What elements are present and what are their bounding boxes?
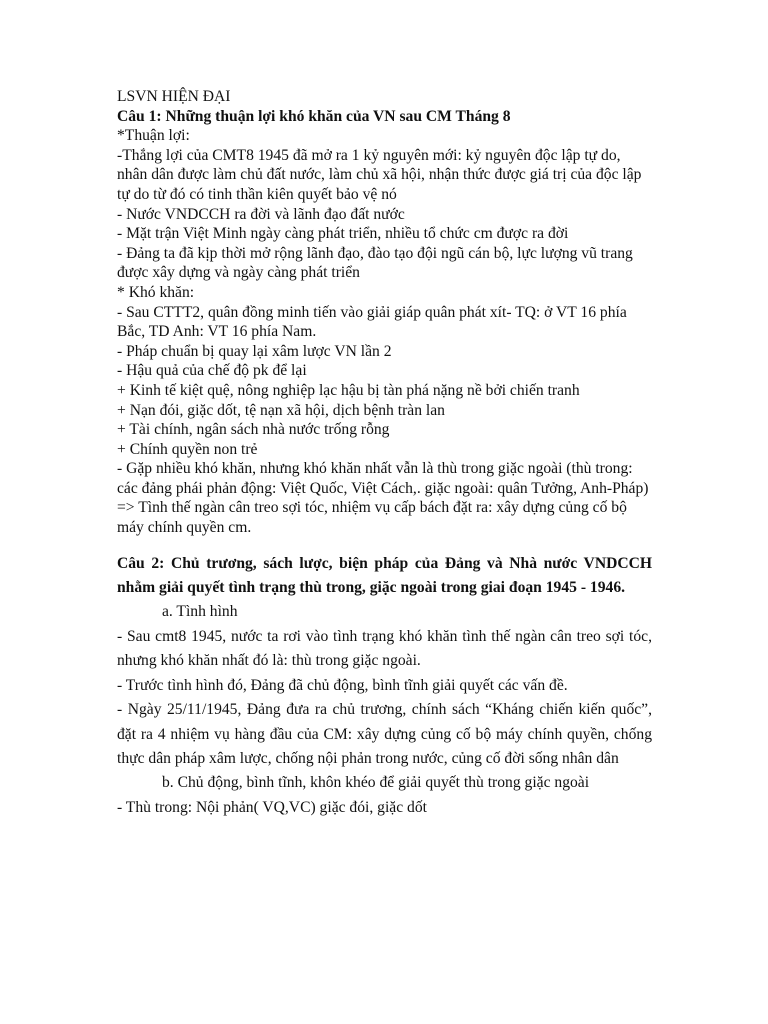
question-1-title: Câu 1: Những thuận lợi khó khăn của VN sau CM Tháng 8 — [117, 107, 511, 125]
part-a-item: - Trước tình hình đó, Đảng đã chủ động, bình tĩnh giải quyết các vấn đề. — [117, 676, 568, 694]
advantage-item: -Thắng lợi của CMT8 1945 đã mở ra 1 kỷ nguyên mới: kỷ nguyên độc lập tự do, nhân dân được làm chủ đất nước, làm chủ xã hội, nhận thức được giá trị của độc lập tự do từ đó có tinh thần kiên quyết bảo vệ nó — [117, 146, 642, 203]
part-a-item: - Ngày 25/11/1945, Đảng đưa ra chủ trương, chính sách “Kháng chiến kiến quốc”, đặt ra 4 nhiệm vụ hàng đầu của CM: xây dựng củng cố bộ máy chính quyền, chống thực dân pháp xâm lược, chống nội phản trong nước, củng cố đời sống nhân dân — [117, 701, 652, 767]
document-heading: LSVN HIỆN ĐẠI — [117, 88, 231, 105]
advantage-item: - Mặt trận Việt Minh ngày càng phát triển, nhiều tổ chức cm được ra đời — [117, 225, 569, 243]
difficulty-item: - Hậu quả của chế độ pk để lại — [117, 362, 307, 380]
part-a-item: - Sau cmt8 1945, nước ta rơi vào tình trạng khó khăn tình thế ngàn cân treo sợi tóc, nhưng khó khăn nhất đó là: thù trong giặc ngoài. — [117, 627, 652, 670]
difficulty-item: - Pháp chuẩn bị quay lại xâm lược VN lần 2 — [117, 342, 392, 360]
advantage-item: - Đảng ta đã kịp thời mở rộng lãnh đạo, đào tạo đội ngũ cán bộ, lực lượng vũ trang được xây dựng và ngày càng phát triển — [117, 244, 633, 282]
document-page — [117, 87, 652, 820]
part-b-item: - Thù trong: Nội phản( VQ,VC) giặc đói, giặc dốt — [117, 798, 427, 816]
advantage-item: - Nước VNDCCH ra đời và lãnh đạo đất nước — [117, 205, 405, 223]
difficulty-item: - Sau CTTT2, quân đồng minh tiến vào giải giáp quân phát xít- TQ: ở VT 16 phía Bắc, TD Anh: VT 16 phía Nam. — [117, 303, 627, 341]
conclusion-item: => Tình thế ngàn cân treo sợi tóc, nhiệm vụ cấp bách đặt ra: xây dựng củng cố bộ máy chính quyền cm. — [117, 499, 627, 537]
question-2-title: Câu 2: Chủ trương, sách lược, biện pháp của Đảng và Nhà nước VNDCCH nhằm giải quyết tình trạng thù trong, giặc ngoài trong giai đoạn 1945 - 1946. — [117, 554, 652, 597]
part-b-label: Chủ động, bình tĩnh, khôn khéo để giải quyết thù trong giặc ngoài — [177, 774, 590, 792]
difficulty-item: + Nạn đói, giặc dốt, tệ nạn xã hội, dịch bệnh tràn lan — [117, 401, 445, 419]
difficulties-label: * Khó khăn: — [117, 283, 195, 301]
part-a-label: a. Tình hình — [162, 603, 238, 621]
part-b-heading — [117, 771, 652, 795]
part-b-marker: b. — [162, 774, 174, 792]
difficulty-item: + Tài chính, ngân sách nhà nước trống rỗng — [117, 421, 390, 439]
difficulty-item: - Gặp nhiều khó khăn, nhưng khó khăn nhất vẫn là thù trong giặc ngoài (thù trong: các đảng phái phản động: Việt Quốc, Việt Cách,. giặc ngoài: quân Tưởng, Anh-Pháp) — [117, 460, 649, 497]
question-2-section — [117, 552, 652, 820]
advantages-label: *Thuận lợi: — [117, 127, 190, 145]
difficulty-item: + Kinh tế kiệt quệ, nông nghiệp lạc hậu bị tàn phá nặng nề bởi chiến tranh — [117, 381, 580, 399]
difficulty-item: + Chính quyền non trẻ — [117, 440, 258, 458]
question-1-section — [117, 87, 652, 538]
